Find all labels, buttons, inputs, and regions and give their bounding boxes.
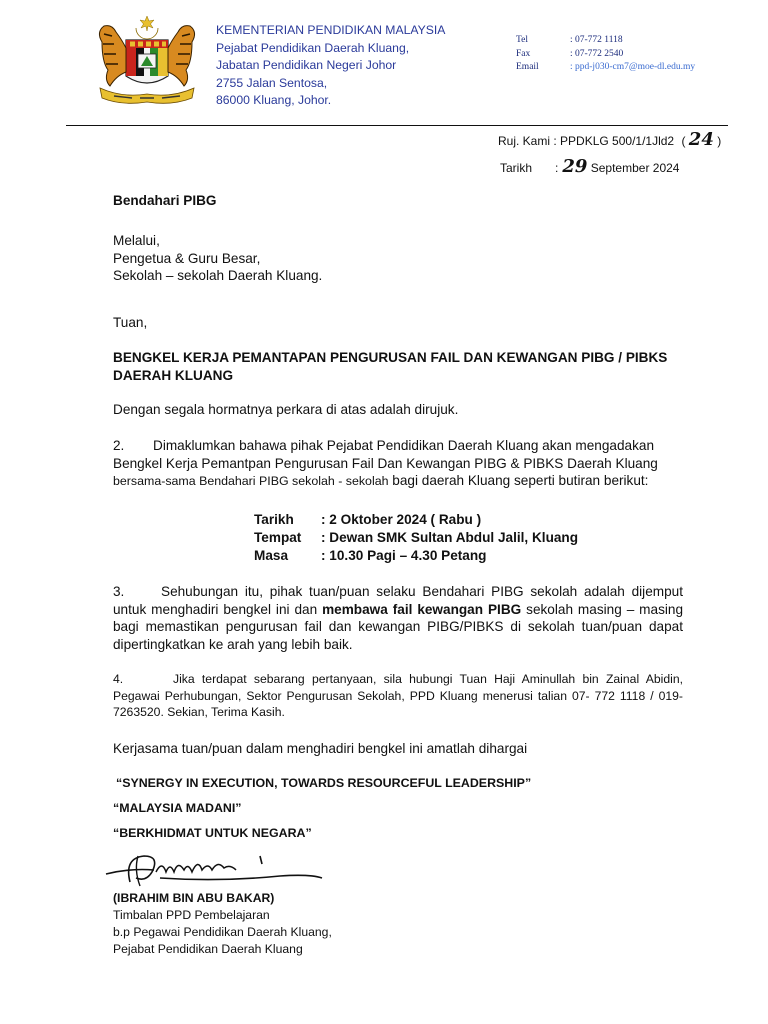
contact-fax [516, 48, 695, 62]
tarikh-day: 29 [562, 156, 588, 177]
event-details [254, 511, 578, 565]
fax-value: : 07-772 2540 [570, 48, 624, 59]
para4-number: 4. [113, 672, 124, 686]
via-line: Pengetua & Guru Besar, [113, 250, 261, 266]
para3-number: 3. [113, 584, 125, 599]
paragraph-3 [113, 583, 683, 653]
signature-icon [100, 848, 330, 892]
fax-label: Fax [516, 48, 531, 59]
para3-part1: Sehubungan itu, pihak tuan/puan selaku Bendahari PIBG sekolah adalah dijemput untuk menghadiri bengkel ini dan [113, 584, 683, 617]
paragraph-2 [113, 437, 658, 491]
para4-text: Jika terdapat sebarang pertanyaan, sila hubungi Tuan Haji Aminullah bin Zainal Abidin, Pegawai Perhubungan, Sektor Pengurusan Sekolah, PPD Kluang menerusi talian 07- 772 1118 / 019-7263520. Sekian, Terima Kasih. [113, 672, 683, 719]
signatory-line: b.p Pegawai Pendidikan Daerah Kluang, [113, 925, 332, 939]
salutation: Tuan, [113, 315, 148, 330]
detail-label: Tarikh [254, 512, 294, 527]
para3-bold: membawa fail kewangan PIBG [322, 601, 522, 617]
ruj-value: : PPDKLG 500/1/1Jld2 [553, 134, 675, 148]
para2-line2: Bengkel Kerja Pemantpan Pengurusan Fail Dan Kewangan PIBG & PIBKS Daerah Kluang [113, 455, 658, 471]
signatory-line: Timbalan PPD Pembelajaran [113, 908, 270, 922]
para2-line1: Dimaklumkan bahawa pihak Pejabat Pendidikan Daerah Kluang akan mengadakan [153, 438, 655, 453]
agency-department: Jabatan Pendidikan Negeri Johor [216, 58, 397, 73]
ruj-label: Ruj. Kami [498, 134, 551, 148]
ruj-open: ( [681, 134, 686, 148]
slogan-berkhidmat: “BERKHIDMAT UNTUK NEGARA” [113, 826, 312, 840]
email-link[interactable]: : ppd-j030-cm7@moe-dl.edu.my [570, 62, 696, 73]
agency-city: 86000 Kluang, Johor. [216, 93, 332, 108]
contact-block [516, 34, 695, 75]
tarikh-rest: September 2024 [590, 161, 680, 175]
detail-row [254, 511, 578, 529]
tel-value: : 07-772 1118 [570, 35, 623, 45]
paragraph-4 [113, 671, 683, 721]
closing-text: Kerjasama tuan/puan dalam menghadiri bengkel ini amatlah dihargai [113, 741, 528, 756]
detail-row [254, 529, 578, 547]
detail-value: : Dewan SMK Sultan Abdul Jalil, Kluang [321, 530, 579, 545]
ruj-close: ) [717, 134, 722, 148]
para2-line3-rest: bagi daerah Kluang seperti butiran berikut: [388, 473, 649, 488]
signatory-name: (IBRAHIM BIN ABU BAKAR) [113, 891, 275, 905]
agency-street: 2755 Jalan Sentosa, [216, 75, 328, 90]
slogan-madani: “MALAYSIA MADANI” [113, 801, 242, 815]
para2-number: 2. [113, 438, 125, 453]
via-line: Melalui, [113, 233, 160, 248]
tel-label: Tel [516, 35, 528, 45]
subject-heading: BENGKEL KERJA PEMANTAPAN PENGURUSAN FAIL DAN KEWANGAN PIBG / PIBKS DAERAH KLUANG [113, 350, 668, 383]
via-line: Sekolah – sekolah Daerah Kluang. [113, 268, 323, 283]
intro-text: Dengan segala hormatnya perkara di atas adalah dirujuk. [113, 402, 459, 417]
email-label: Email [516, 62, 539, 73]
tarikh-label: Tarikh [500, 161, 533, 175]
recipient-title: Bendahari PIBG [113, 193, 217, 208]
para2-line3-small: bersama-sama Bendahari PIBG sekolah - sekolah [113, 474, 389, 488]
tarikh-colon: : [555, 161, 559, 175]
agency-office: Pejabat Pendidikan Daerah Kluang, [216, 40, 410, 55]
detail-value: : 2 Oktober 2024 ( Rabu ) [321, 512, 482, 527]
header-divider [66, 125, 728, 126]
ruj-number: 24 [688, 129, 714, 150]
coat-of-arms-icon [92, 14, 202, 106]
detail-value: : 10.30 Pagi – 4.30 Petang [321, 548, 487, 563]
reference-line [498, 129, 722, 150]
detail-label: Tempat [254, 530, 302, 545]
slogan-synergy: “SYNERGY IN EXECUTION, TOWARDS RESOURCEFUL LEADERSHIP” [116, 776, 532, 790]
signatory-block [113, 890, 332, 958]
via-block [113, 232, 322, 285]
detail-row [254, 547, 578, 565]
agency-address [216, 22, 445, 110]
agency-name: KEMENTERIAN PENDIDIKAN MALAYSIA [216, 23, 446, 37]
signatory-line: Pejabat Pendidikan Daerah Kluang [113, 942, 303, 956]
contact-tel [516, 34, 695, 48]
detail-label: Masa [254, 548, 289, 563]
para3-part2: sekolah masing – masing bagi memastikan pengurusan fail dan kewangan PIBG/PIBKS di sekolah tuan/puan dapat dipertingkatkan ke arah yang lebih baik. [113, 601, 684, 652]
date-line [500, 156, 680, 177]
contact-email [516, 61, 695, 75]
